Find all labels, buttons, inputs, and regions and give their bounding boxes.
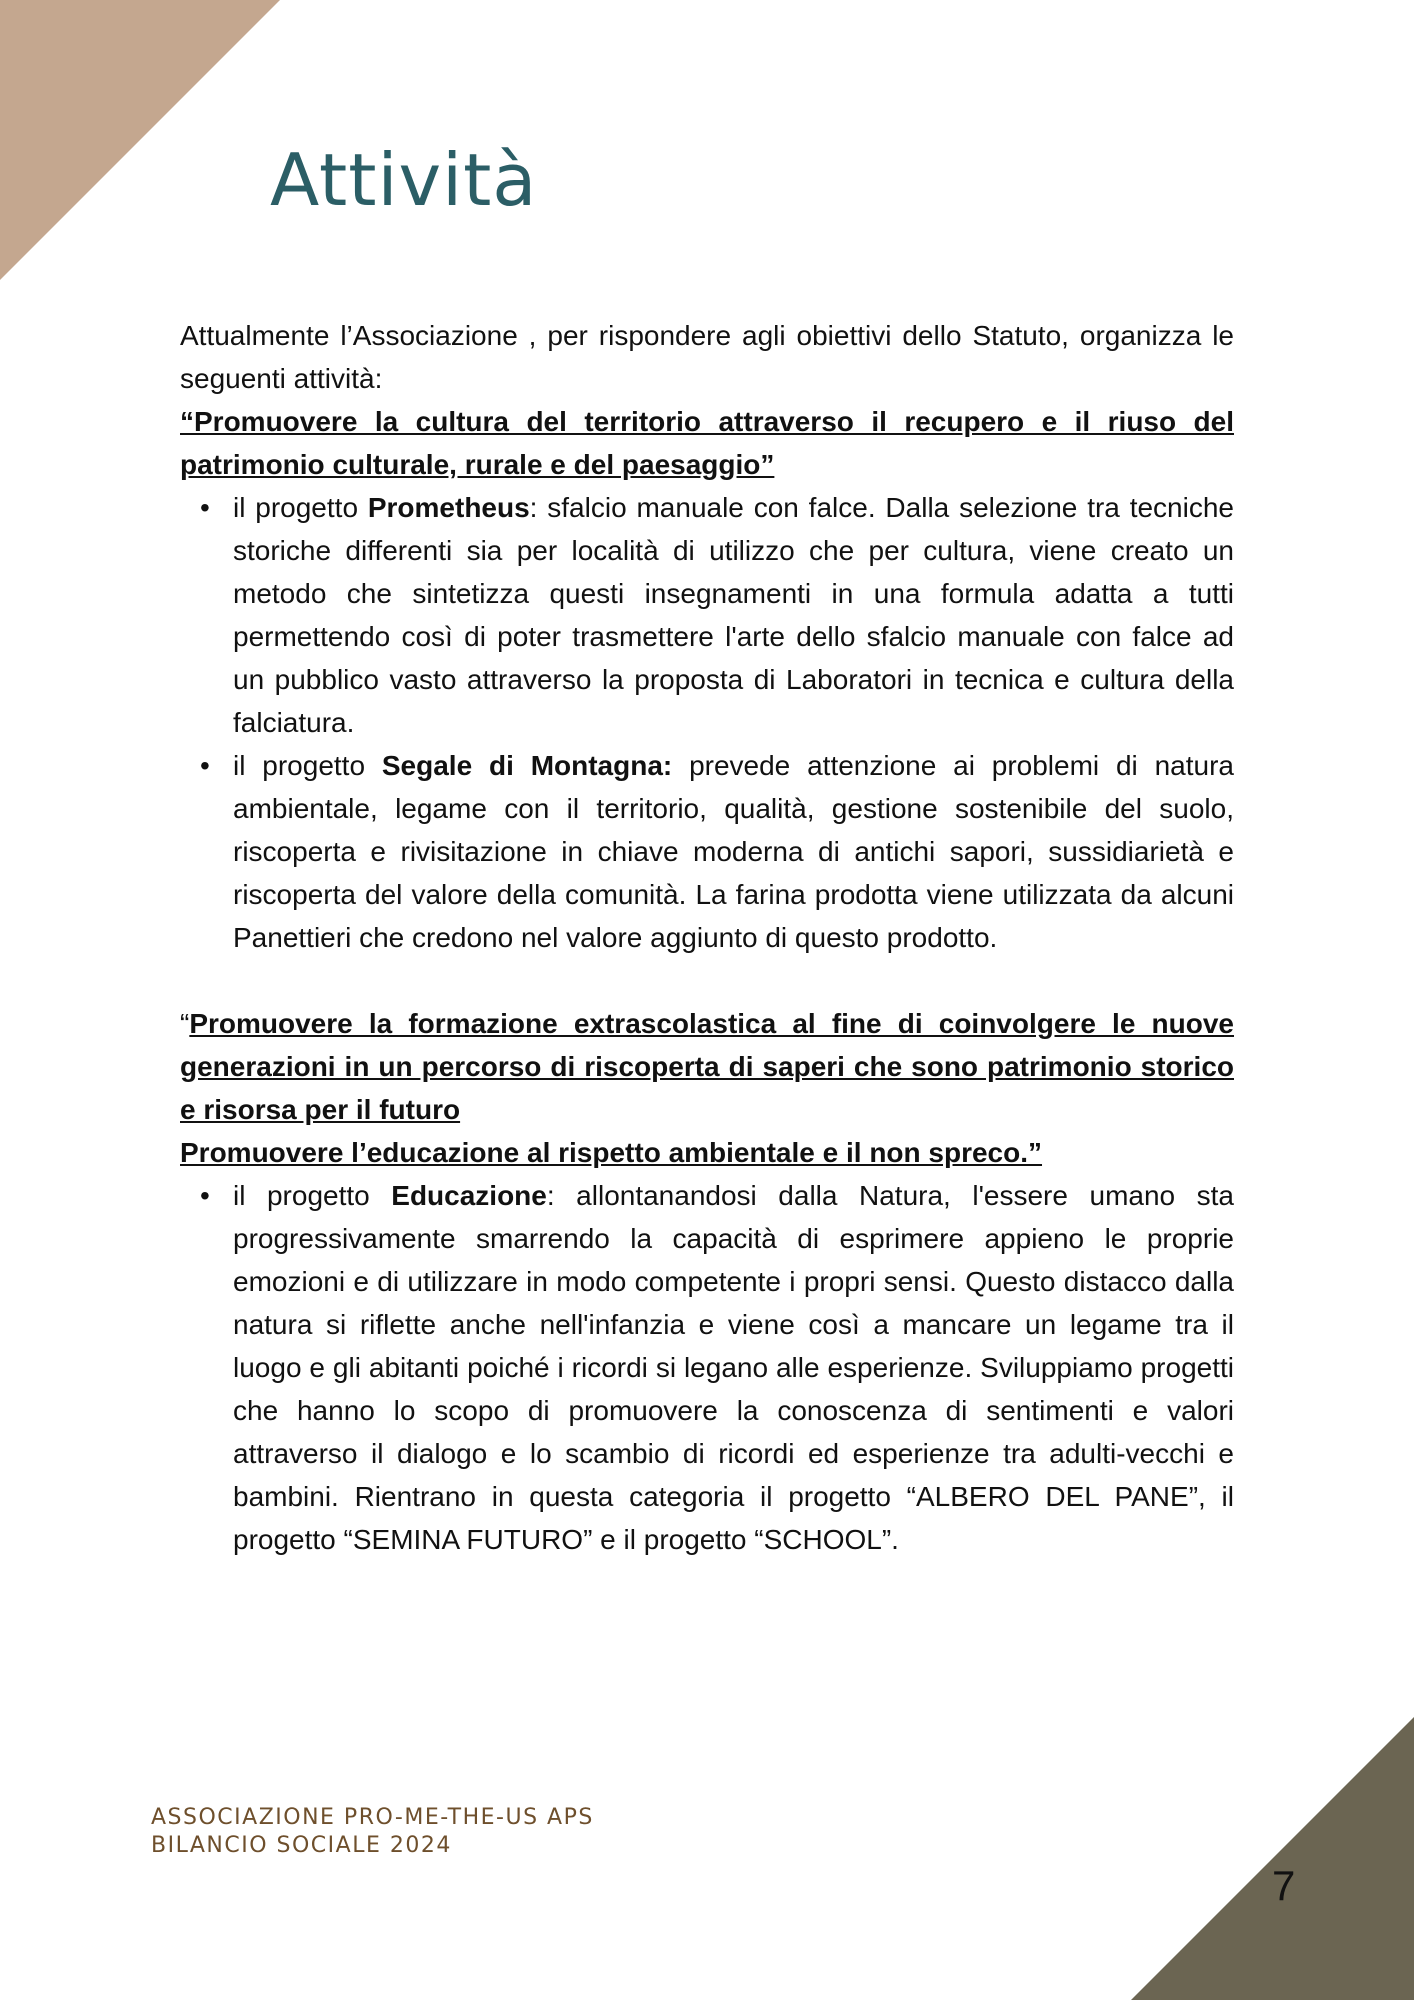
- project-name-prometheus: Prometheus: [367, 492, 530, 523]
- section-heading-education: [180, 1002, 1234, 1131]
- list-item-educazione: [233, 1174, 1234, 1561]
- project-name-segale: Segale di Montagna:: [381, 750, 673, 781]
- decorative-corner-bottom-right: [1131, 1717, 1414, 2000]
- section-heading-culture: “Promuovere la cultura del territorio attraverso il recupero e il riuso del patrimonio culturale, rurale e del paesaggio”: [180, 406, 1234, 480]
- paragraph-spacer: [180, 959, 1234, 1002]
- footer-report-title: BILANCIO SOCIALE 2024: [151, 1833, 452, 1858]
- list-item-segale: [233, 744, 1234, 959]
- decorative-corner-top-left: [0, 0, 280, 280]
- section-heading-education-text: Promuovere la formazione extrascolastica al fine di coinvolgere le nuove generazioni in un percorso di riscoperta di saperi che sono patrimonio storico e risorsa per il futuro: [180, 1008, 1234, 1125]
- activity-list-education: [180, 1174, 1234, 1561]
- project-name-educazione: Educazione: [391, 1180, 547, 1211]
- section-heading-environment: Promuovere l’educazione al rispetto ambientale e il non spreco.”: [180, 1137, 1043, 1168]
- page-title: Attività: [270, 138, 538, 222]
- opening-quote: “: [180, 1008, 190, 1039]
- item-description: prevede attenzione ai problemi di natura ambientale, legame con il territorio, qualità, gestione sostenibile del suolo, riscoperta e rivisitazione in chiave moderna di antichi sapori, sussidiarietà e riscoperta del valore della comunità. La farina prodotta viene utilizzata da alcuni Panettieri che credono nel valore aggiunto di questo prodotto.: [233, 750, 1235, 953]
- body-content: [180, 314, 1234, 1561]
- page-number: 7: [1272, 1862, 1296, 1909]
- item-description: : sfalcio manuale con falce. Dalla selezione tra tecniche storiche differenti sia per località di utilizzo che per cultura, viene creato un metodo che sintetizza questi insegnamenti in una formula adatta a tutti permettendo così di poter trasmettere l'arte dello sfalcio manuale con falce ad un pubblico vasto attraverso la proposta di Laboratori in tecnica e cultura della falciatura.: [233, 492, 1234, 738]
- activity-list-culture: [180, 486, 1234, 959]
- item-prefix: il progetto: [233, 1180, 392, 1211]
- intro-paragraph: Attualmente l’Associazione , per rispondere agli obiettivi dello Statuto, organizza le seguenti attività:: [180, 320, 1234, 394]
- item-prefix: il progetto: [233, 750, 382, 781]
- footer: [151, 1804, 594, 1860]
- item-description: : allontanandosi dalla Natura, l'essere umano sta progressivamente smarrendo la capacità di esprimere appieno le proprie emozioni e di utilizzare in modo competente i propri sensi. Questo distacco dalla natura si riflette anche nell'infanzia e viene così a mancare un legame tra il luogo e gli abitanti poiché i ricordi si legano alle esperienze. Sviluppiamo progetti che hanno lo scopo di promuovere la conoscenza di sentimenti e valori attraverso il dialogo e lo scambio di ricordi ed esperienze tra adulti-vecchi e bambini. Rientrano in questa categoria il progetto “ALBERO DEL PANE”, il progetto “SEMINA FUTURO” e il progetto “SCHOOL”.: [233, 1180, 1234, 1555]
- list-item-prometheus: [233, 486, 1234, 744]
- footer-organization: ASSOCIAZIONE PRO-ME-THE-US APS: [151, 1805, 594, 1830]
- item-prefix: il progetto: [233, 492, 368, 523]
